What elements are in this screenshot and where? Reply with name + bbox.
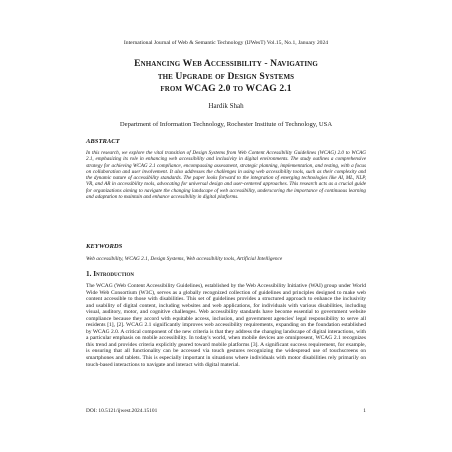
author-name: Hardik Shah xyxy=(208,102,244,110)
abstract-section xyxy=(86,138,366,200)
running-head: International Journal of Web & Semantic Technology (IJWesT) Vol.15, No.1, January 2024 xyxy=(123,40,329,46)
abstract-heading: ABSTRACT xyxy=(86,138,120,145)
keywords-section xyxy=(86,243,366,262)
paper-title xyxy=(86,58,366,96)
introduction-text: The WCAG (Web Content Accessibility Guidelines), established by the Web Accessibility Initiative (WAI) group under World Wide Web Consortium (W3C), serves as a globally recognized collection of guidelines and principles designed to make web content accessible to those with disabilities. This set of guidelines provides a structured approach to enhance the inclusivity and usability of digital content, including websites and web applications, for individuals with various disabilities, including visual, auditory, motor, and cognitive challenges. Web accessibility standards have become essential to government website compliance because they accord with equitable access, inclusion, and government agencies' legal responsibility to serve all residents [1], [2]. WCAG 2.1 significantly improves web accessibility requirements, expanding on the foundation established by WCAG 2.0. A critical component of the new criteria is that they address the changing landscape of digital interactions, with a particular emphasis on mobile accessibility. In today's world, when mobile devices are omnipresent, WCAG 2.1 recognizes this trend and provides criteria explicitly geared toward mobile platforms [3]. A significant success requirement, for example, is ensuring that all functionality can be accessed via touch gestures recognizing the widespread use of touchscreens on smartphones and tablets. This is especially important in situations where individuals with motor disabilities rely primarily on touch-based interactions to navigate and interact with digital material. xyxy=(86,283,366,368)
introduction-section xyxy=(86,270,366,368)
title-line-3: from WCAG 2.0 to WCAG 2.1 xyxy=(160,83,292,94)
author-affiliation: Department of Information Technology, Rochester Institute of Technology, USA xyxy=(119,121,333,128)
abstract-text: In this research, we explore the vital transition of Design Systems from Web Content Accessibility Guidelines (WCAG) 2.0 to WCAG 2.1, emphasizing its role in enhancing web accessibility and inclusivity in digital environments. The study outlines a comprehensive strategy for achieving WCAG 2.1 compliance, encompassing assessment, strategic planning, implementation, and testing, with a focus on collaboration and user involvement. It also addresses the challenges in using web accessibility tools, such as their complexity and the dynamic nature of accessibility standards. The paper looks forward to the integration of emerging technologies like AI, ML, NLP, VR, and AR in accessibility tools, advocating for universal design and user-centered approaches. This research acts as a crucial guide for organizations aiming to navigate the changing landscape of web accessibility, underscoring the importance of continuous learning and adaptation to maintain and enhance accessibility in digital platforms. xyxy=(86,150,366,201)
keywords-heading: KEYWORDS xyxy=(86,243,123,250)
doi-text: DOI: 10.5121/ijwest.2024.15101 xyxy=(86,408,158,414)
title-line-1: Enhancing Web Accessibility - Navigating xyxy=(134,58,318,69)
page-footer xyxy=(86,408,366,414)
introduction-heading: 1. Introduction xyxy=(86,270,135,278)
title-line-2: the Upgrade of Design Systems xyxy=(157,70,295,82)
keywords-text: Web accessibility, WCAG 2.1, Design Systems, Web accessibility tools, Artificial Intelligence xyxy=(86,256,283,262)
page-number: 1 xyxy=(363,408,366,414)
